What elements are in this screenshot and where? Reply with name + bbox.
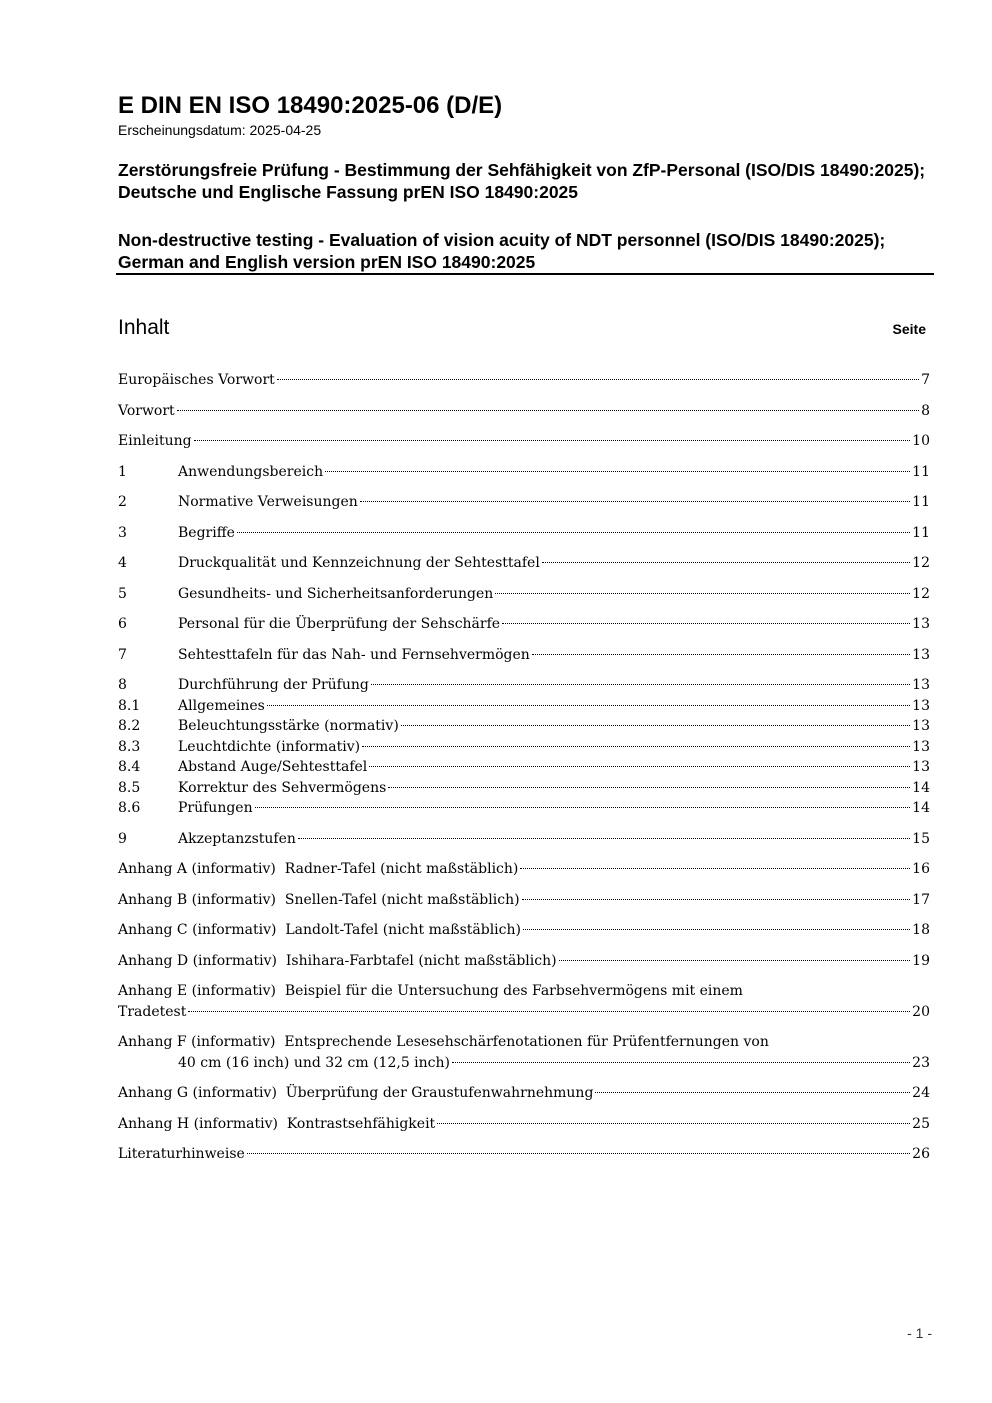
toc-entry-page: 23 [912, 1054, 930, 1071]
toc-entry-number: 9 [118, 830, 127, 847]
toc-entry[interactable] [118, 370, 930, 391]
publication-date: Erscheinungsdatum: 2025-04-25 [118, 122, 322, 138]
toc-entry[interactable] [118, 951, 930, 972]
toc-entry-label-continued: 40 cm (16 inch) und 32 cm (12,5 inch) [178, 1054, 450, 1071]
toc-entry-page: 11 [912, 524, 930, 541]
toc-entry-label: Vorwort [118, 402, 175, 419]
toc-leader-dots [595, 1092, 910, 1093]
toc-entry-page: 24 [912, 1085, 930, 1101]
toc-entry-number: 7 [118, 646, 127, 663]
toc-entry[interactable] [118, 401, 930, 422]
toc-heading: Inhalt [118, 316, 170, 339]
toc-entry-page: 13 [912, 646, 930, 663]
toc-leader-dots [520, 868, 910, 869]
toc-leader-dots [255, 807, 911, 808]
toc-entry-page: 18 [912, 922, 930, 938]
toc-leader-dots [452, 1062, 910, 1063]
toc-entry-number: 8 [118, 677, 127, 693]
toc-entry[interactable] [118, 798, 930, 819]
toc-entry[interactable] [118, 737, 930, 758]
document-id: E DIN EN ISO 18490:2025-06 (D/E) [118, 92, 503, 119]
toc-entry[interactable] [118, 1114, 930, 1135]
toc-entry[interactable] [118, 696, 930, 717]
toc-entry[interactable] [118, 1032, 930, 1073]
toc-entry[interactable] [118, 981, 930, 1022]
toc-entry-label: Literaturhinweise [118, 1146, 245, 1162]
toc-entry-label: Begriffe [178, 524, 235, 541]
title-german: Zerstörungsfreie Prüfung - Bestimmung der Sehfähigkeit von ZfP-Personal (ISO/DIS 18490:2025); Deutsche und Englische Fassung prEN ISO 18490:2025 [118, 160, 926, 202]
toc-entry-label: Prüfungen [178, 800, 253, 816]
toc-entry-page: 13 [912, 697, 930, 714]
toc-leader-dots [369, 766, 910, 767]
toc-leader-dots [237, 532, 910, 533]
toc-leader-dots [522, 899, 911, 900]
toc-entry[interactable] [118, 553, 930, 574]
toc-entry-page: 11 [912, 494, 930, 510]
toc-entry-number: 8.4 [118, 759, 141, 775]
toc-entry-label: Gesundheits- und Sicherheitsanforderungen [178, 585, 494, 602]
toc-entry-page: 16 [912, 861, 930, 877]
toc-leader-dots [542, 562, 910, 563]
page-number: - 1 - [907, 1325, 932, 1341]
toc-entry[interactable] [118, 716, 930, 737]
toc-leader-dots [325, 471, 910, 472]
toc-entry[interactable] [118, 1144, 930, 1165]
toc-entry-label: Abstand Auge/Sehtesttafel [178, 759, 368, 775]
toc-entry-label: Akzeptanzstufen [178, 830, 296, 847]
toc-entry-number: 8.6 [118, 800, 141, 816]
toc-leader-dots [559, 960, 911, 961]
toc-entry-page: 12 [912, 585, 930, 602]
toc-entry-number: 4 [118, 555, 127, 571]
toc-entry-page: 25 [912, 1115, 930, 1132]
toc-leader-dots [277, 379, 919, 380]
toc-entry[interactable] [118, 462, 930, 483]
toc-entry-page: 19 [912, 952, 930, 969]
toc-entry-label: Einleitung [118, 433, 192, 449]
toc-entry-label: Anhang G (informativ) Überprüfung der Graustufenwahrnehmung [118, 1085, 594, 1101]
toc-leader-dots [362, 746, 910, 747]
toc-entry-label: Korrektur des Sehvermögens [178, 779, 387, 796]
header-divider [116, 273, 934, 275]
toc-entry-number: 6 [118, 616, 127, 632]
toc-entry-label: Druckqualität und Kennzeichnung der Sehtesttafel [178, 555, 540, 571]
toc-entry[interactable] [118, 757, 930, 778]
toc-entry-page: 10 [912, 433, 930, 449]
toc-entry-number: 8.1 [118, 697, 141, 714]
toc-leader-dots [502, 623, 910, 624]
toc-leader-dots [194, 440, 911, 441]
toc-entry-page: 13 [912, 759, 930, 775]
toc-entry-page: 13 [912, 616, 930, 632]
toc-entry-label: Personal für die Überprüfung der Sehschärfe [178, 616, 501, 632]
toc-page-column-label: Seite [892, 321, 926, 337]
toc-entry-page: 13 [912, 677, 930, 693]
toc-leader-dots [188, 1011, 910, 1012]
toc-entry-label: Normative Verweisungen [178, 494, 358, 510]
toc-entry-page: 15 [912, 830, 930, 847]
table-of-contents [118, 370, 930, 1165]
toc-leader-dots [523, 929, 910, 930]
toc-entry-label: Anhang E (informativ) Beispiel für die Untersuchung des Farbsehvermögens mit einem [118, 983, 743, 999]
toc-entry-label-continued: Tradetest [118, 1003, 187, 1020]
toc-entry[interactable] [118, 645, 930, 666]
toc-entry-label: Durchführung der Prüfung [178, 677, 369, 693]
toc-entry[interactable] [118, 492, 930, 513]
toc-entry-page: 12 [912, 555, 930, 571]
toc-leader-dots [495, 593, 910, 594]
toc-entry-label: Beleuchtungsstärke (normativ) [178, 718, 399, 734]
toc-leader-dots [298, 838, 910, 839]
toc-entry-page: 14 [912, 800, 930, 816]
toc-entry-label: Anhang D (informativ) Ishihara-Farbtafel (nicht maßstäblich) [118, 952, 557, 969]
toc-entry[interactable] [118, 1083, 930, 1104]
toc-entry-page: 13 [912, 738, 930, 755]
toc-leader-dots [437, 1123, 910, 1124]
toc-leader-dots [267, 705, 910, 706]
toc-entry-number: 1 [118, 463, 127, 480]
toc-entry-label: Anhang H (informativ) Kontrastsehfähigkeit [118, 1115, 436, 1132]
toc-entry-number: 2 [118, 494, 127, 510]
toc-leader-dots [371, 684, 910, 685]
toc-entry[interactable] [118, 523, 930, 544]
toc-entry-page: 14 [912, 779, 930, 796]
toc-entry-page: 26 [912, 1146, 930, 1162]
toc-leader-dots [177, 410, 919, 411]
toc-entry-label: Anwendungsbereich [178, 463, 324, 480]
toc-entry-label: Anhang A (informativ) Radner-Tafel (nicht maßstäblich) [118, 861, 519, 877]
toc-entry-page: 13 [912, 718, 930, 734]
toc-entry-label: Leuchtdichte (informativ) [178, 738, 361, 755]
toc-entry-page: 20 [912, 1003, 930, 1020]
toc-entry-number: 5 [118, 585, 127, 602]
title-english: Non-destructive testing - Evaluation of vision acuity of NDT personnel (ISO/DIS 18490:2025); German and English version prEN ISO 18490:2025 [118, 230, 886, 272]
toc-entry[interactable] [118, 431, 930, 452]
toc-entry-label: Anhang C (informativ) Landolt-Tafel (nicht maßstäblich) [118, 922, 521, 938]
toc-entry[interactable] [118, 584, 930, 605]
toc-leader-dots [247, 1153, 910, 1154]
toc-entry-label: Anhang F (informativ) Entsprechende Lesesehschärfenotationen für Prüfentfernungen von [118, 1034, 769, 1050]
toc-entry-number: 8.5 [118, 779, 141, 796]
toc-entry[interactable] [118, 778, 930, 799]
toc-leader-dots [532, 654, 910, 655]
toc-entry[interactable] [118, 890, 930, 911]
toc-entry[interactable] [118, 920, 930, 941]
toc-entry[interactable] [118, 829, 930, 850]
toc-entry-page: 11 [912, 463, 930, 480]
toc-entry-label: Europäisches Vorwort [118, 372, 275, 388]
toc-entry-number: 8.2 [118, 718, 141, 734]
toc-leader-dots [388, 787, 910, 788]
toc-entry-page: 17 [912, 891, 930, 908]
toc-entry-label: Allgemeines [178, 697, 265, 714]
toc-leader-dots [360, 501, 910, 502]
toc-entry-label: Sehtesttafeln für das Nah- und Fernsehvermögen [178, 646, 530, 663]
toc-entry[interactable] [118, 859, 930, 880]
toc-entry[interactable] [118, 675, 930, 696]
toc-entry[interactable] [118, 614, 930, 635]
toc-entry-page: 7 [921, 372, 930, 388]
toc-leader-dots [401, 725, 910, 726]
toc-entry-number: 3 [118, 524, 127, 541]
toc-entry-page: 8 [921, 402, 930, 419]
toc-entry-label: Anhang B (informativ) Snellen-Tafel (nicht maßstäblich) [118, 891, 520, 908]
toc-entry-number: 8.3 [118, 738, 141, 755]
